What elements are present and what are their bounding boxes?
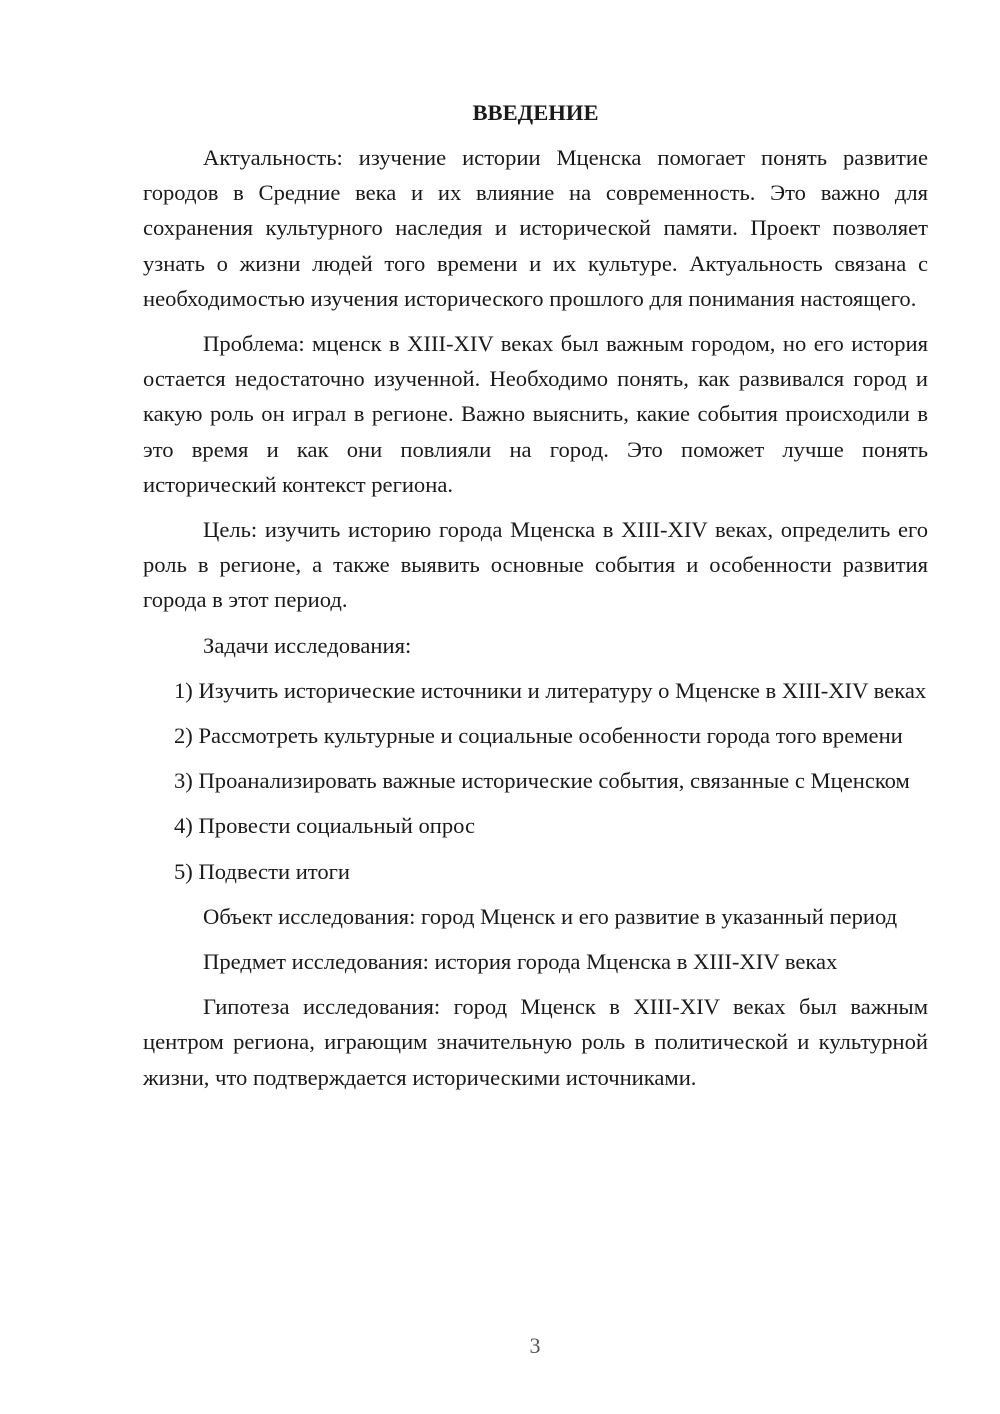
task-item: 1) Изучить исторические источники и литературу о Мценске в XIII-XIV веках	[174, 677, 927, 703]
paragraph-relevance: Актуальность: изучение истории Мценска помогает понять развитие городов в Средние века и их влияние на современность. Это важно для сохранения культурного наследия и исторической памяти. Проект позволяет узнать о жизни людей того времени и их культуре. Актуальность связана с необходимостью изучения исторического прошлого для понимания настоящего.	[143, 145, 928, 311]
paragraph-object: Объект исследования: город Мценск и его развитие в указанный период	[203, 903, 898, 929]
paragraph-subject: Предмет исследования: история города Мценска в XIII-XIV веках	[203, 949, 838, 975]
paragraph-goal: Цель: изучить историю города Мценска в XIII-XIV веках, определить его роль в регионе, а также выявить основные события и особенности развития города в этот период.	[143, 517, 928, 613]
paragraph-problem: Проблема: мценск в XIII-XIV веках был важным городом, но его история остается недостаточно изученной. Необходимо понять, как развивался город и какую роль он играл в регионе. Важно выяснить, какие события происходили в это время и как они повлияли на город. Это поможет лучше понять исторический контекст региона.	[143, 331, 928, 497]
page-number: 3	[529, 1333, 541, 1358]
task-item: 4) Провести социальный опрос	[174, 813, 476, 839]
paragraph-tasks-heading: Задачи исследования:	[203, 632, 412, 658]
paragraph-hypothesis: Гипотеза исследования: город Мценск в XIII-XIV веках был важным центром региона, играющим значительную роль в политической и культурной жизни, что подтверждается историческими источниками.	[143, 994, 928, 1090]
document-body	[143, 95, 928, 1105]
task-item: 3) Проанализировать важные исторические события, связанные с Мценском	[174, 768, 910, 794]
task-item: 2) Рассмотреть культурные и социальные особенности города того времени	[174, 723, 903, 749]
task-item: 5) Подвести итоги	[174, 858, 351, 884]
section-title: ВВЕДЕНИЕ	[472, 100, 599, 125]
